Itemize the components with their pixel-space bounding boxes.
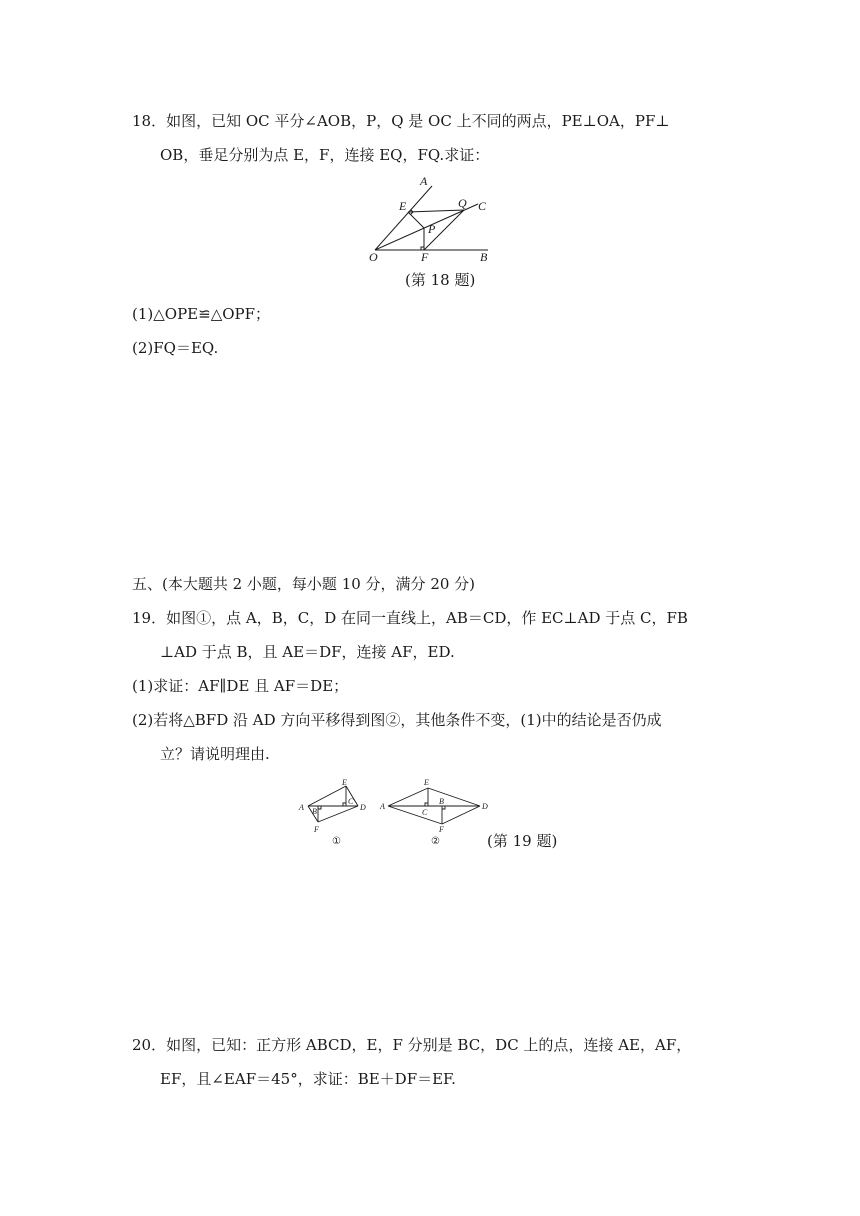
- fig2-label-f: F: [439, 825, 444, 834]
- label-q: Q: [458, 196, 467, 210]
- fig2-label-d: D: [482, 802, 488, 811]
- q18-part2: (2)FQ＝EQ.: [132, 339, 219, 357]
- fig1-number: ①: [332, 836, 341, 847]
- label-a: A: [420, 174, 428, 188]
- q19-figure-2: [376, 774, 496, 848]
- label-p: P: [428, 222, 436, 236]
- q19-figure-1: [296, 774, 376, 848]
- q19-stem-line2: ⊥AD 于点 B，且 AE＝DF，连接 AF，ED.: [160, 643, 455, 661]
- ray-oa: [375, 186, 432, 250]
- fig1-label-d: D: [360, 803, 366, 812]
- seg-eq: [408, 210, 464, 212]
- q18-stem-line2: OB，垂足分别为点 E，F，连接 EQ，FQ.求证：: [160, 146, 490, 164]
- fig2-number: ②: [431, 836, 440, 847]
- q19-stem-line1: 19．如图①，点 A，B，C，D 在同一直线上，AB＝CD，作 EC⊥AD 于点 C，FB: [132, 609, 688, 627]
- q18-stem-line1: 18．如图，已知 OC 平分∠AOB，P，Q 是 OC 上不同的两点，PE⊥OA，PF⊥: [132, 112, 670, 130]
- fig2-label-c: C: [422, 808, 428, 817]
- q19-part2-line1: (2)若将△BFD 沿 AD 方向平移得到图②，其他条件不变，(1)中的结论是否仍成: [132, 711, 662, 729]
- q19-part2-line2: 立？请说明理由.: [160, 745, 270, 763]
- q18-figure: [360, 172, 500, 264]
- fig2-label-b: B: [439, 797, 444, 806]
- label-c: C: [478, 199, 487, 213]
- label-f: F: [421, 250, 429, 264]
- fig1-label-a: A: [299, 803, 304, 812]
- fig1-label-b: B: [312, 807, 317, 816]
- fig2-label-a: A: [380, 802, 385, 811]
- q20-stem-line1: 20．如图，已知：正方形 ABCD，E，F 分别是 BC，DC 上的点，连接 AE，AF，: [132, 1036, 692, 1054]
- label-o: O: [369, 250, 378, 264]
- fig2-label-e: E: [424, 778, 429, 787]
- label-b: B: [480, 250, 488, 264]
- fig1-label-f: F: [314, 825, 319, 834]
- q19-caption: (第 19 题): [487, 832, 558, 850]
- q20-stem-line2: EF，且∠EAF＝45°，求证：BE＋DF＝EF.: [160, 1070, 456, 1088]
- q18-part1: (1)△OPE≌△OPF；: [132, 305, 271, 323]
- fig1-label-e: E: [342, 778, 347, 787]
- q19-part1: (1)求证：AF∥DE 且 AF＝DE；: [132, 677, 349, 695]
- label-e: E: [399, 199, 407, 213]
- q18-caption: (第 18 题): [405, 271, 476, 289]
- fig1-label-c: C: [348, 797, 354, 806]
- section-heading: 五、(本大题共 2 小题，每小题 10 分，满分 20 分): [132, 575, 476, 593]
